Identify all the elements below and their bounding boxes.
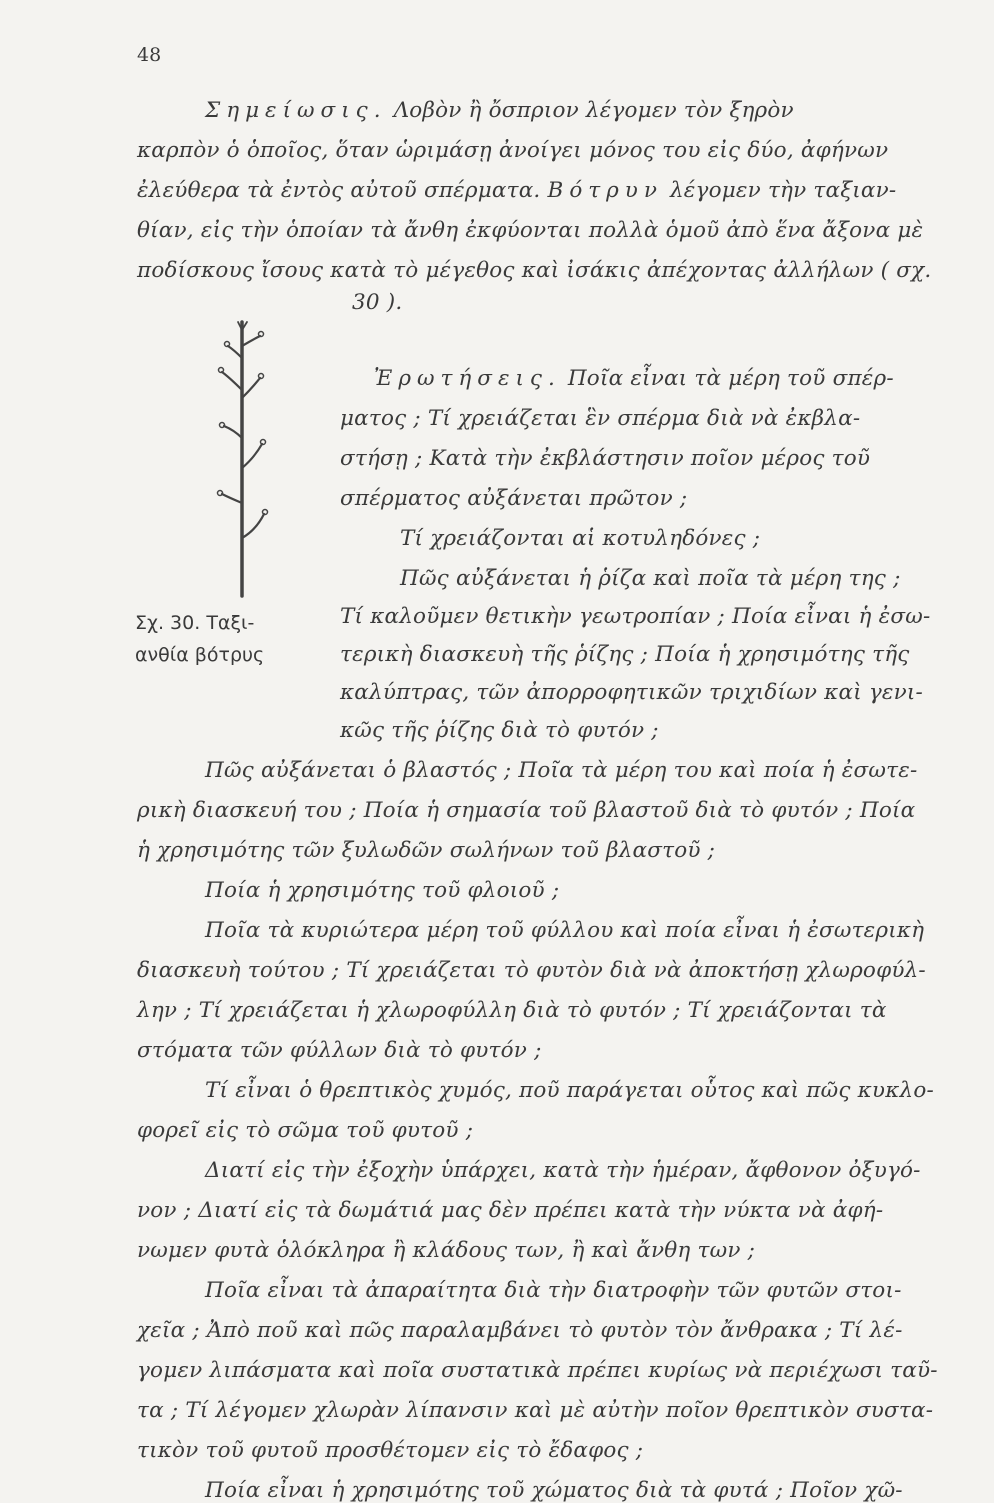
raceme-figure xyxy=(200,318,280,598)
text-line: Ἐρωτήσεις. Ποῖα εἶναι τὰ μέρη τοῦ σπέρ- xyxy=(374,366,894,391)
text-line: φορεῖ εἰς τὸ σῶμα τοῦ φυτοῦ ; xyxy=(137,1118,474,1143)
page-number: 48 xyxy=(137,44,162,66)
text-line: ματος ; Τί χρειάζεται ἓν σπέρμα διὰ νὰ ἐκβλα- xyxy=(340,406,861,431)
text-line: καρπὸν ὁ ὁποῖος, ὅταν ὡριμάσῃ ἀνοίγει μόνος του εἰς δύο, ἀφήνων xyxy=(137,138,889,163)
text-line: κῶς τῆς ῥίζης διὰ τὸ φυτόν ; xyxy=(340,718,659,743)
figure-caption-line1: Σχ. 30. Ταξι- xyxy=(135,612,255,634)
figure-caption-line2: ανθία βότρυς xyxy=(135,644,265,666)
text-line: Ποία ἡ χρησιμότης τοῦ φλοιοῦ ; xyxy=(205,878,560,903)
text-line: Σημείωσις. Λοβὸν ἢ ὄσπριον λέγομεν τὸν ξηρὸν xyxy=(205,98,794,123)
text-line: 30 ). xyxy=(352,290,403,315)
text-line: Ποία εἶναι ἡ χρησιμότης τοῦ χώματος διὰ τὰ φυτά ; Ποῖον χῶ- xyxy=(205,1478,903,1503)
text-line: χεῖα ; Ἀπὸ ποῦ καὶ πῶς παραλαμβάνει τὸ φυτὸν τὸν ἄνθρακα ; Τί λέ- xyxy=(137,1318,903,1343)
text-line: Τί εἶναι ὁ θρεπτικὸς χυμός, ποῦ παράγεται οὗτος καὶ πῶς κυκλο- xyxy=(205,1078,934,1103)
text-line: στήσῃ ; Κατὰ τὴν ἐκβλάστησιν ποῖον μέρος τοῦ xyxy=(340,446,871,471)
text-line: Ποῖα τὰ κυριώτερα μέρη τοῦ φύλλου καὶ ποία εἶναι ἡ ἐσωτερικὴ xyxy=(205,918,925,943)
text-line: διασκευὴ τούτου ; Τί χρειάζεται τὸ φυτὸν διὰ νὰ ἀποκτήσῃ χλωροφύλ- xyxy=(137,958,926,983)
text-line: Τί καλοῦμεν θετικὴν γεωτροπίαν ; Ποία εἶναι ἡ ἐσω- xyxy=(340,604,931,629)
text-line: νον ; Διατί εἰς τὰ δωμάτιά μας δὲν πρέπει κατὰ τὴν νύκτα νὰ ἀφή- xyxy=(137,1198,884,1223)
text-line: λην ; Τί χρειάζεται ἡ χλωροφύλλη διὰ τὸ φυτόν ; Τί χρειάζονται τὰ xyxy=(137,998,887,1023)
text-line: στόματα τῶν φύλλων διὰ τὸ φυτόν ; xyxy=(137,1038,542,1063)
text-line: ἡ χρησιμότης τῶν ξυλωδῶν σωλήνων τοῦ βλαστοῦ ; xyxy=(137,838,716,863)
text-line: Τί χρειάζονται αἱ κοτυληδόνες ; xyxy=(400,526,761,551)
text-line: γομεν λιπάσματα καὶ ποῖα συστατικὰ πρέπει κυρίως νὰ περιέχωσι ταῦ- xyxy=(137,1358,938,1383)
text-line: τα ; Τί λέγομεν χλωρὰν λίπανσιν καὶ μὲ αὐτὴν ποῖον θρεπτικὸν συστα- xyxy=(137,1398,934,1423)
text-line: Ποῖα εἶναι τὰ ἀπαραίτητα διὰ τὴν διατροφὴν τῶν φυτῶν στοι- xyxy=(205,1278,902,1303)
text-line: ἐλεύθερα τὰ ἐντὸς αὐτοῦ σπέρματα. Βότρυν λέγομεν τὴν ταξιαν- xyxy=(137,178,897,203)
text-line: σπέρματος αὐξάνεται πρῶτον ; xyxy=(340,486,688,511)
text-line: Διατί εἰς τὴν ἐξοχὴν ὑπάρχει, κατὰ τὴν ἡμέραν, ἄφθονον ὀξυγό- xyxy=(205,1158,921,1183)
text-line: Πῶς αὐξάνεται ὁ βλαστός ; Ποῖα τὰ μέρη του καὶ ποία ἡ ἐσωτε- xyxy=(205,758,918,783)
text-line: τικὸν τοῦ φυτοῦ προσθέτομεν εἰς τὸ ἔδαφος ; xyxy=(137,1438,644,1463)
text-line: Πῶς αὐξάνεται ἡ ῥίζα καὶ ποῖα τὰ μέρη της ; xyxy=(400,566,901,591)
text-line: καλύπτρας, τῶν ἀπορροφητικῶν τριχιδίων καὶ γενι- xyxy=(340,680,924,705)
text-line: ποδίσκους ἴσους κατὰ τὸ μέγεθος καὶ ἰσάκις ἀπέχοντας ἀλλήλων ( σχ. xyxy=(137,258,932,283)
text-line: ρικὴ διασκευή του ; Ποία ἡ σημασία τοῦ βλαστοῦ διὰ τὸ φυτόν ; Ποία xyxy=(137,798,916,823)
text-line: νωμεν φυτὰ ὁλόκληρα ἢ κλάδους των, ἢ καὶ ἄνθη των ; xyxy=(137,1238,756,1263)
text-line: τερικὴ διασκευὴ τῆς ῥίζης ; Ποία ἡ χρησιμότης τῆς xyxy=(340,642,910,667)
text-line: θίαν, εἰς τὴν ὁποίαν τὰ ἄνθη ἐκφύονται πολλὰ ὁμοῦ ἀπὸ ἕνα ἄξονα μὲ xyxy=(137,218,924,243)
